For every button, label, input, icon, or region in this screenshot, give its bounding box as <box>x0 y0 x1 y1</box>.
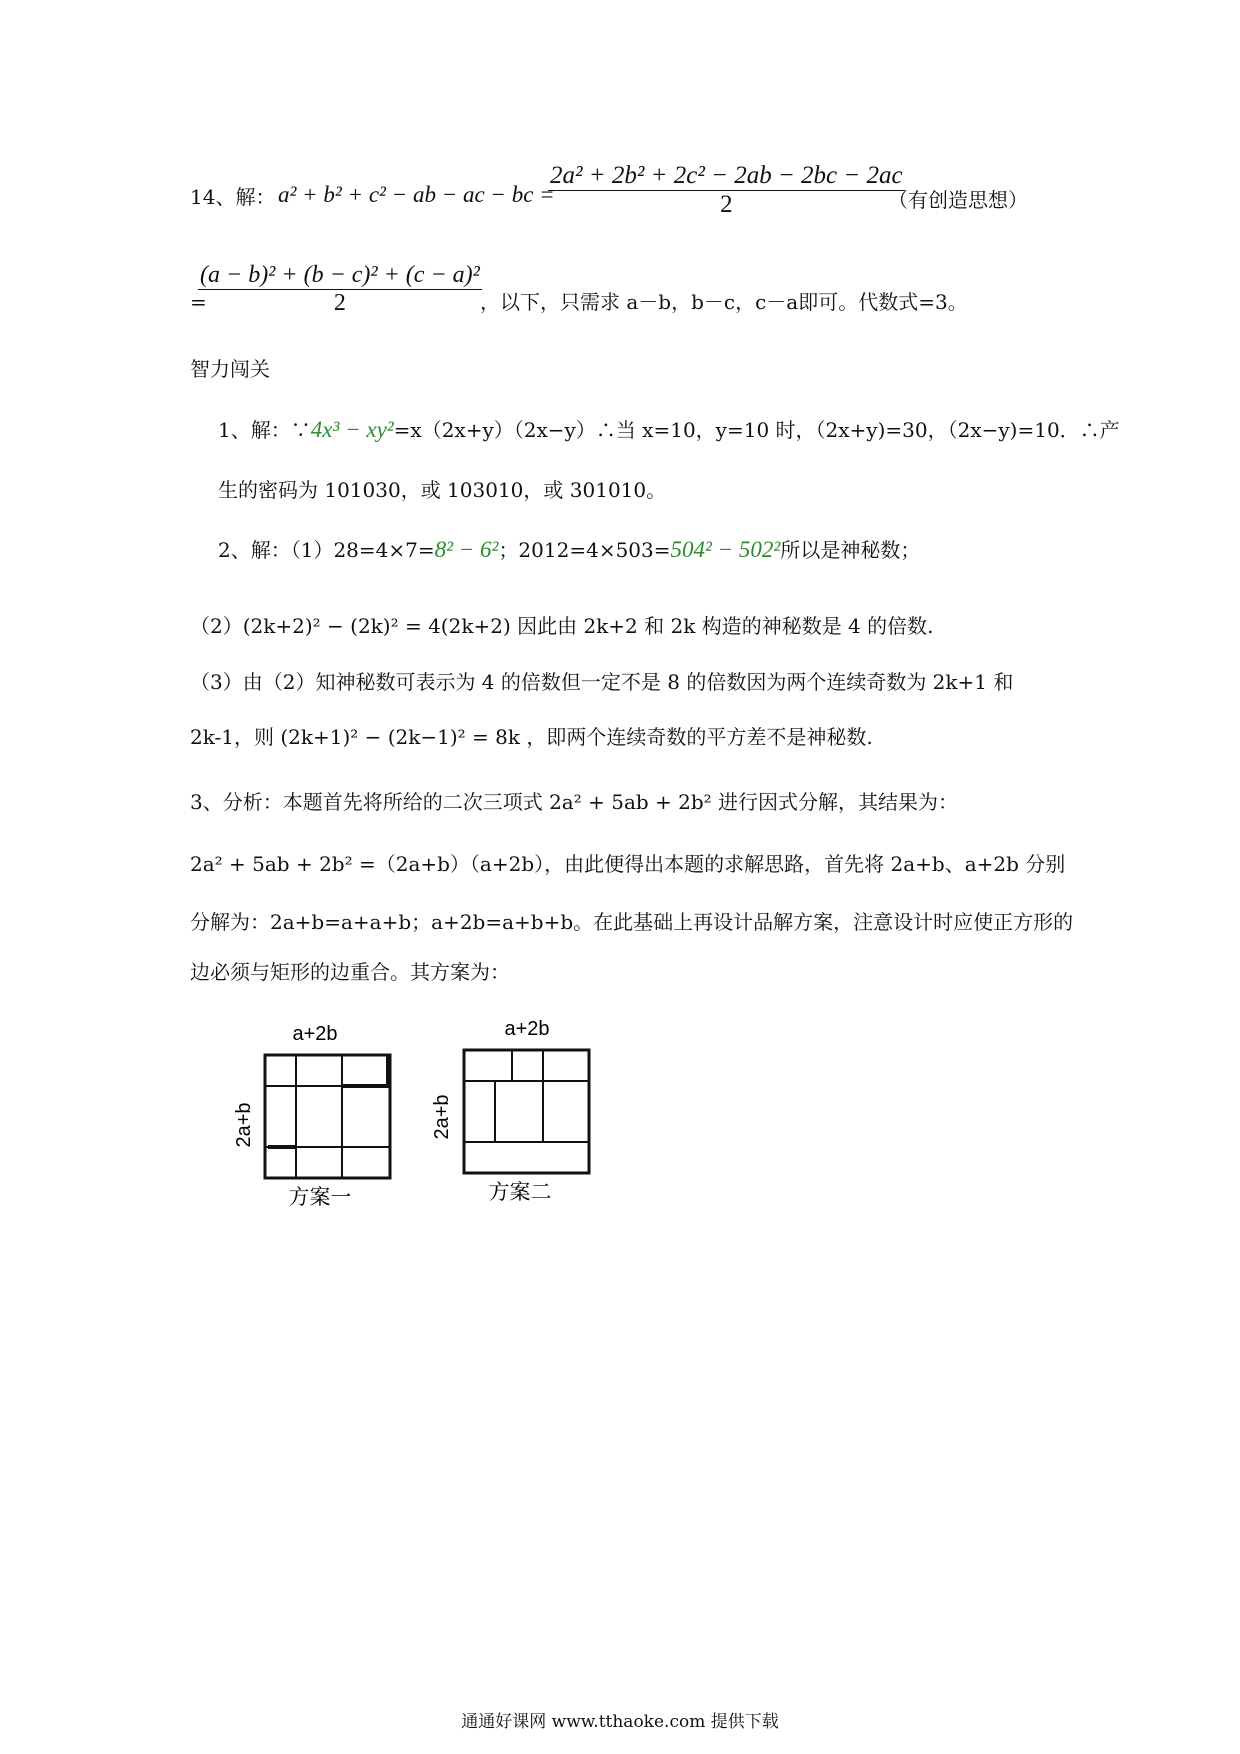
q14-fraction-2 <box>198 262 482 317</box>
footer: 通通好课网 www.tthaoke.com 提供下载 <box>461 1712 779 1732</box>
fig2-top-label: a+2b <box>504 1018 550 1040</box>
p2-part1-mid: ；2012=4×503= <box>498 538 671 562</box>
q14-lhs: a² + b² + c² − ab − ac − bc = <box>278 182 555 207</box>
p1-line-1 <box>218 418 1120 442</box>
p2-expression-2: 504² − 502² <box>670 537 781 562</box>
p1-rest: =x（2x+y）（2x−y）∴当 x=10，y=10 时，（2x+y)=30，（2x−y)=10．∴产 <box>393 418 1120 442</box>
q14-tail: ，以下，只需求 a－b，b－c，c－a即可。代数式=3。 <box>480 290 968 314</box>
p3-line-1: 3、分析：本题首先将所给的二次三项式 2a² + 5ab + 2b² 进行因式分解，其结果为： <box>190 790 959 814</box>
p2-line-4: 2k-1，则 (2k+1)² − (2k−1)² = 8k ，即两个连续奇数的平方差不是神秘数. <box>190 725 873 749</box>
p1-line-2: 生的密码为 101030，或 103010，或 301010。 <box>218 478 667 502</box>
fig1-side-label: 2a+b <box>233 1102 255 1148</box>
p2-part1-end: 所以是神秘数； <box>780 538 921 562</box>
p2-line-2: （2）(2k+2)² − (2k)² = 4(2k+2) 因此由 2k+2 和 2k 构造的神秘数是 4 的倍数. <box>190 614 934 638</box>
p2-expression-1: 8² − 6² <box>434 537 499 562</box>
q14-fraction-1-denominator: 2 <box>720 191 733 218</box>
fig1-top-label: a+2b <box>292 1023 338 1045</box>
figure-scheme-1 <box>220 1010 410 1210</box>
q14-fraction-1-numerator: 2a² + 2b² + 2c² − 2ab − 2bc − 2ac <box>550 162 903 189</box>
q14-note: （有创造思想） <box>888 188 1028 212</box>
p2-line-1 <box>218 538 920 562</box>
p2-line-3: （3）由（2）知神秘数可表示为 4 的倍数但一定不是 8 的倍数因为两个连续奇数为 2k+1 和 <box>190 670 1014 694</box>
figure-scheme-2 <box>420 1005 600 1210</box>
p2-part1-intro: 2、解：（1）28=4×7= <box>218 538 435 562</box>
fig1-caption: 方案一 <box>288 1186 352 1209</box>
q14-fraction-2-numerator: (a − b)² + (b − c)² + (c − a)² <box>200 262 480 288</box>
p1-expression: 4x³ − xy² <box>310 417 394 442</box>
fig2-side-label: 2a+b <box>431 1094 453 1140</box>
q14-equals: = <box>190 290 207 314</box>
q14-label: 14、解： <box>190 185 276 209</box>
p3-line-2: 2a² + 5ab + 2b² =（2a+b）（a+2b），由此便得出本题的求解思路，首先将 2a+b、a+2b 分别 <box>190 852 1066 876</box>
q14-fraction-2-denominator: 2 <box>333 290 346 316</box>
p1-intro: 1、解：∵ <box>218 418 311 442</box>
p3-line-4: 边必须与矩形的边重合。其方案为： <box>190 960 510 984</box>
fig1-grid <box>265 1055 390 1178</box>
fig2-caption: 方案二 <box>488 1181 552 1204</box>
p3-line-3: 分解为：2a+b=a+a+b；a+2b=a+b+b。在此基础上再设计品解方案，注意设计时应使正方形的 <box>190 910 1074 934</box>
q14-fraction-1 <box>548 162 905 219</box>
section-title: 智力闯关 <box>190 357 270 381</box>
fig2-grid <box>464 1050 589 1173</box>
